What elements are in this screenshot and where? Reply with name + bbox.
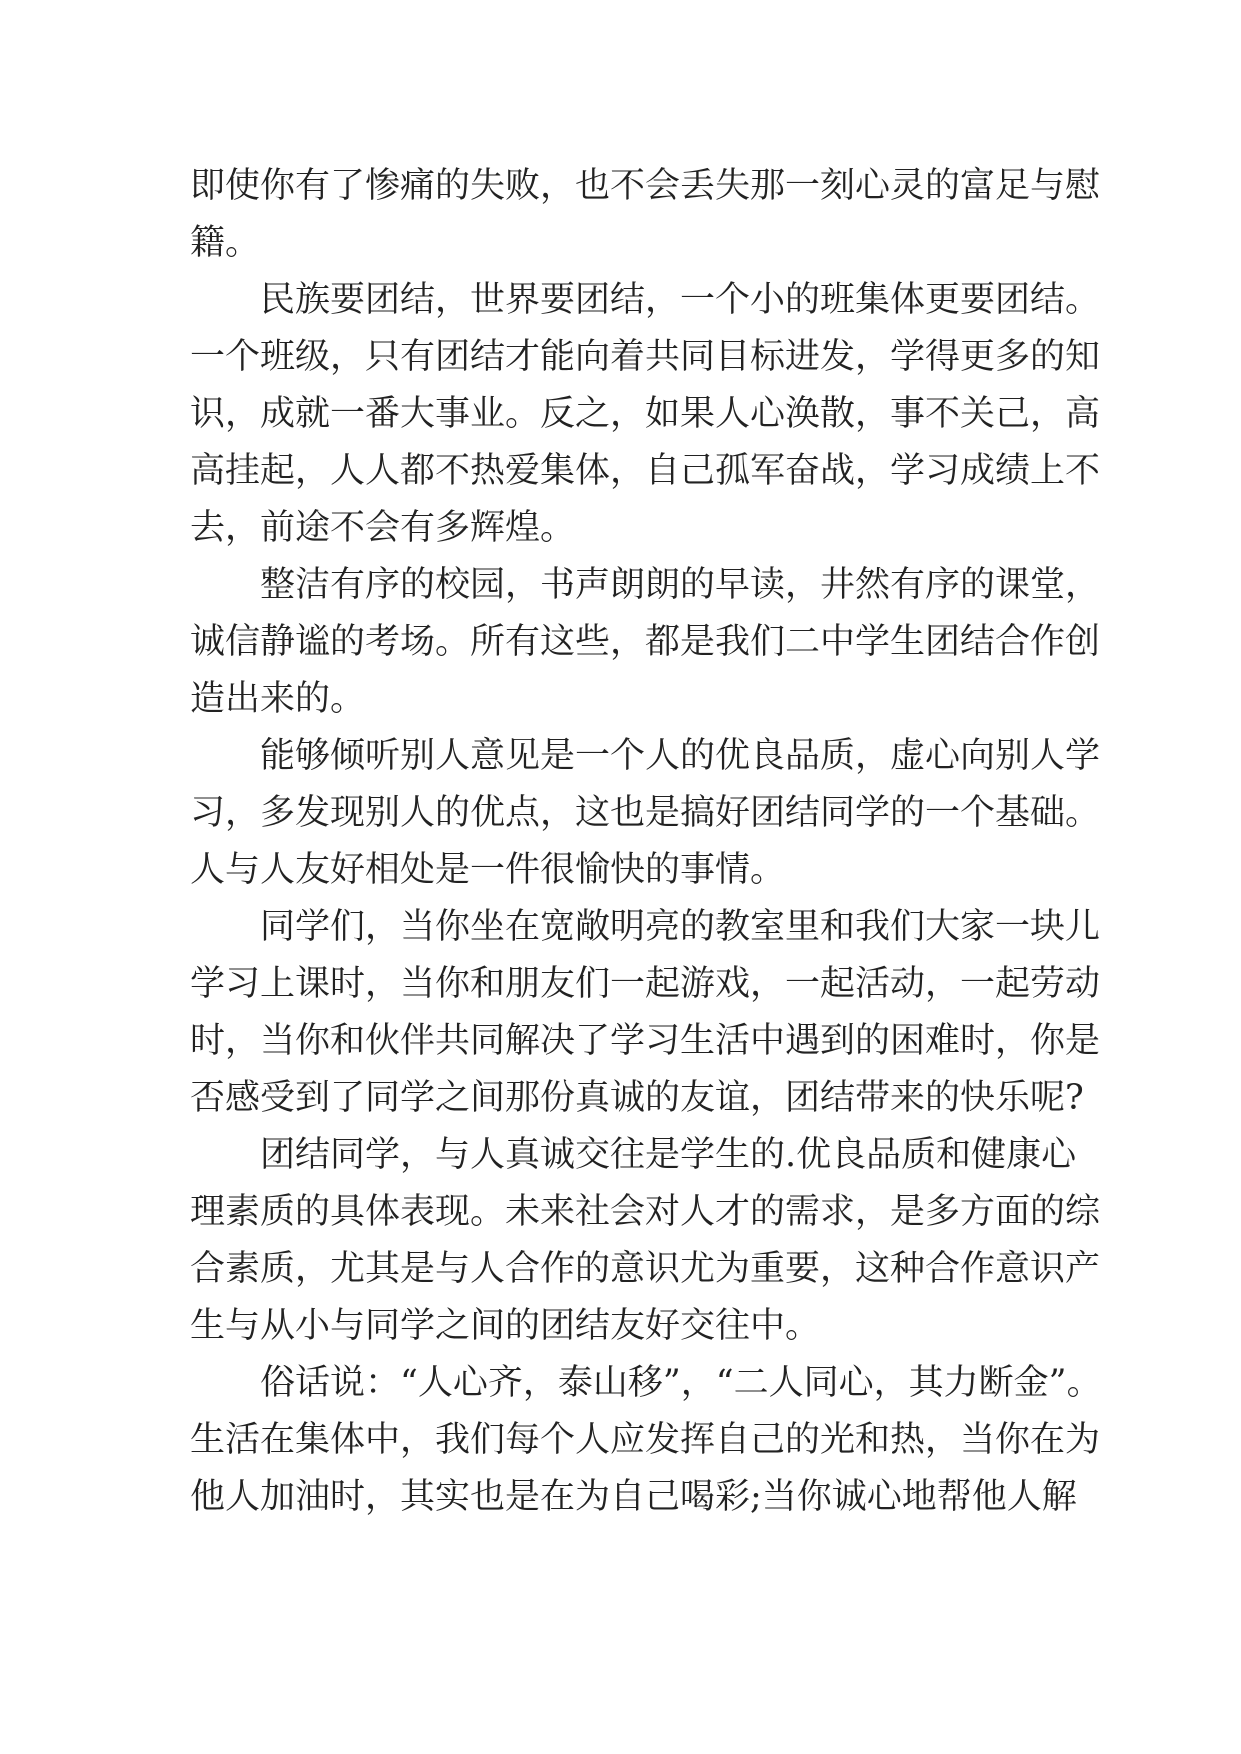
text-line: 学习上课时，当你和朋友们一起游戏，一起活动，一起劳动 xyxy=(190,964,1101,1004)
text-line: 造出来的。 xyxy=(190,679,366,719)
text-line: 民族要团结，世界要团结，一个小的班集体更要团结。 xyxy=(260,280,1101,320)
text-line: 诚信静谧的考场。所有这些，都是我们二中学生团结合作创 xyxy=(190,622,1101,662)
text-line: 习，多发现别人的优点，这也是搞好团结同学的一个基础。 xyxy=(190,793,1101,833)
text-line: 生与从小与同学之间的团结友好交往中。 xyxy=(190,1306,821,1346)
body-text xyxy=(190,158,1102,1526)
text-line: 即使你有了惨痛的失败，也不会丢失那一刻心灵的富足与慰 xyxy=(190,166,1101,206)
text-line: 高挂起，人人都不热爱集体，自己孤军奋战，学习成绩上不 xyxy=(190,451,1101,491)
text-line: 否感受到了同学之间那份真诚的友谊，团结带来的快乐呢? xyxy=(190,1078,1084,1118)
text-line: 人与人友好相处是一件很愉快的事情。 xyxy=(190,850,786,890)
text-line: 俗话说：“人心齐，泰山移”，“二人同心，其力断金”。 xyxy=(260,1363,1102,1403)
text-line: 籍。 xyxy=(190,223,261,263)
text-line: 他人加油时，其实也是在为自己喝彩;当你诚心地帮他人解 xyxy=(190,1477,1077,1517)
text-line: 理素质的具体表现。未来社会对人才的需求，是多方面的综 xyxy=(190,1192,1101,1232)
text-line: 时，当你和伙伴共同解决了学习生活中遇到的困难时，你是 xyxy=(190,1021,1101,1061)
text-line: 团结同学，与人真诚交往是学生的.优良品质和健康心 xyxy=(260,1135,1077,1175)
text-line: 识，成就一番大事业。反之，如果人心涣散，事不关己，高 xyxy=(190,394,1101,434)
text-line: 去，前途不会有多辉煌。 xyxy=(190,508,576,548)
text-line: 合素质，尤其是与人合作的意识尤为重要，这种合作意识产 xyxy=(190,1249,1101,1289)
text-line: 能够倾听别人意见是一个人的优良品质，虚心向别人学 xyxy=(260,736,1101,776)
text-line: 同学们，当你坐在宽敞明亮的教室里和我们大家一块儿 xyxy=(260,907,1101,947)
text-line: 一个班级，只有团结才能向着共同目标进发，学得更多的知 xyxy=(190,337,1101,377)
text-line: 整洁有序的校园，书声朗朗的早读，井然有序的课堂， xyxy=(260,565,1101,605)
text-line: 生活在集体中，我们每个人应发挥自己的光和热，当你在为 xyxy=(190,1420,1101,1460)
